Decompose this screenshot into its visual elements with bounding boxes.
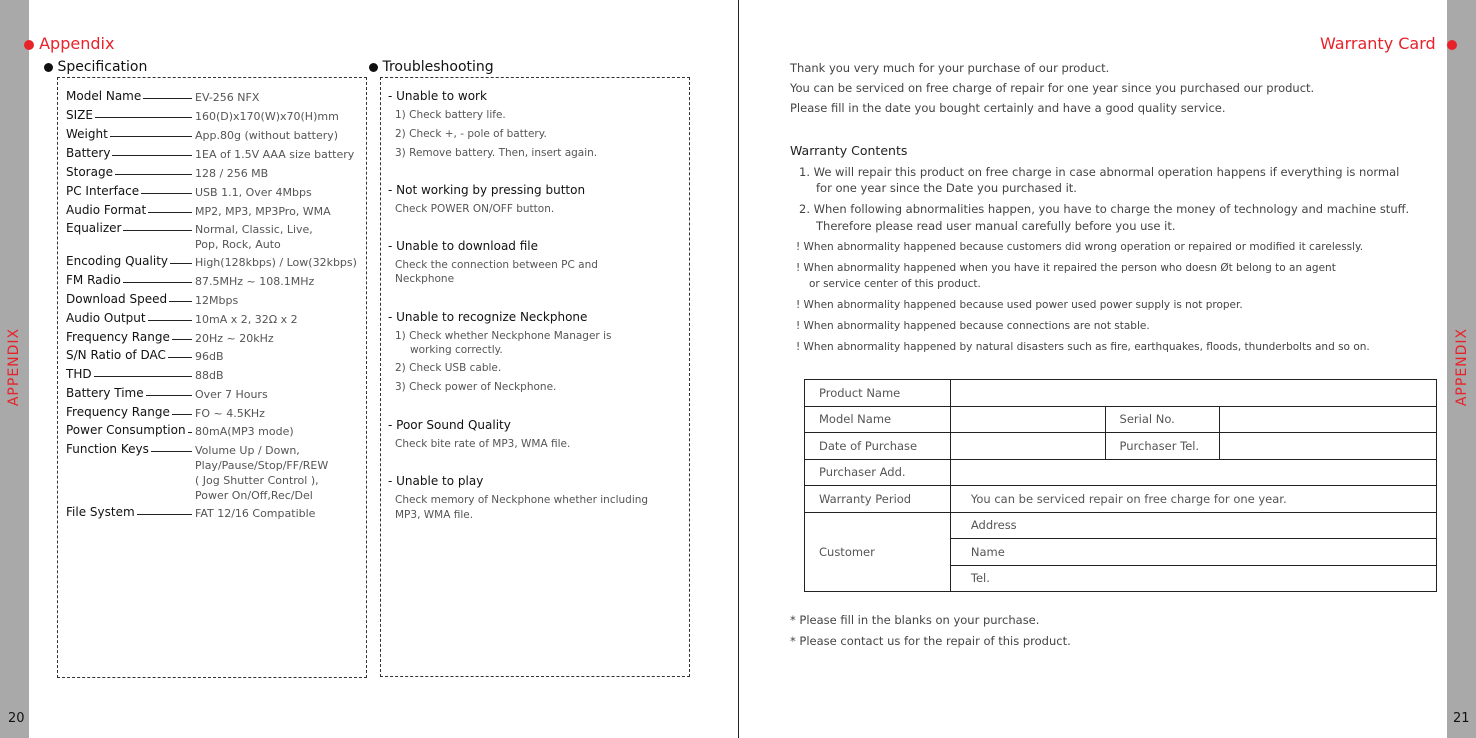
spec-value bbox=[195, 506, 315, 521]
table-row bbox=[805, 433, 1437, 460]
spec-label: Audio Format bbox=[66, 203, 147, 217]
model-name-label: Model Name bbox=[805, 406, 951, 433]
spec-label: Encoding Quality bbox=[66, 254, 168, 268]
table-row bbox=[805, 512, 1437, 539]
date-of-purchase-label: Date of Purchase bbox=[805, 433, 951, 460]
spec-value-line: 88dB bbox=[195, 369, 224, 382]
warranty-item-cont: Therefore please read user manual carefully before you use it. bbox=[816, 219, 1176, 233]
spec-label: Frequency Range bbox=[66, 405, 170, 419]
serial-no-label: Serial No. bbox=[1105, 406, 1220, 433]
spec-value-line: 87.5MHz ~ 108.1MHz bbox=[195, 275, 315, 288]
spec-value bbox=[195, 128, 338, 143]
spec-label: Storage bbox=[66, 165, 113, 179]
spec-value-line: 1EA of 1.5V AAA size battery bbox=[195, 148, 355, 161]
warranty-contents-title: Warranty Contents bbox=[790, 143, 908, 158]
troubleshooting-line: MP3, WMA file. bbox=[395, 509, 474, 521]
spec-label: Model Name bbox=[66, 89, 142, 103]
table-row bbox=[805, 380, 1437, 407]
spec-value-line: 12Mbps bbox=[195, 294, 239, 307]
spec-label: Function Keys bbox=[66, 442, 149, 456]
spec-value bbox=[195, 166, 268, 181]
spec-value bbox=[195, 368, 224, 383]
spec-label: File System bbox=[66, 505, 135, 519]
troubleshooting-line: 2) Check USB cable. bbox=[395, 362, 502, 374]
spec-value bbox=[195, 90, 259, 105]
spec-row bbox=[66, 203, 366, 221]
spec-value bbox=[195, 147, 354, 162]
spec-value bbox=[195, 255, 357, 270]
warranty-card-heading-text: Warranty Card bbox=[1320, 34, 1436, 53]
red-bullet-icon bbox=[1447, 40, 1457, 50]
table-row bbox=[805, 406, 1437, 433]
spec-row bbox=[66, 146, 366, 164]
spec-label: THD bbox=[66, 367, 92, 381]
warranty-period-label: Warranty Period bbox=[805, 486, 951, 513]
troubleshooting-line: working correctly. bbox=[410, 344, 503, 356]
spec-value-line: Over 7 Hours bbox=[195, 388, 268, 401]
purchaser-tel-label: Purchaser Tel. bbox=[1105, 433, 1220, 460]
spec-value-line: Volume Up / Down, bbox=[195, 444, 300, 457]
appendix-heading-text: Appendix bbox=[39, 34, 115, 53]
date-of-purchase-field[interactable] bbox=[950, 433, 1105, 460]
warranty-item: 1. We will repair this product on free charge in case abnormal operation happens if everything is normal bbox=[799, 165, 1400, 179]
spec-value-line: MP2, MP3, MP3Pro, WMA bbox=[195, 205, 331, 218]
spec-label: Frequency Range bbox=[66, 330, 170, 344]
spec-row bbox=[66, 292, 366, 310]
troubleshooting-line: Check memory of Neckphone whether including bbox=[395, 494, 649, 506]
intro-line: Thank you very much for your purchase of our product. bbox=[790, 61, 1110, 75]
spec-value bbox=[195, 349, 224, 364]
page-divider bbox=[738, 0, 739, 738]
spec-label: Equalizer bbox=[66, 221, 122, 235]
spec-value bbox=[195, 222, 313, 252]
footnote: * Please contact us for the repair of this product. bbox=[790, 634, 1071, 648]
spec-value-line: 20Hz ~ 20kHz bbox=[195, 332, 274, 345]
purchaser-add-field[interactable] bbox=[950, 459, 1436, 486]
spec-row bbox=[66, 273, 366, 291]
spec-row bbox=[66, 348, 366, 366]
spec-value bbox=[195, 443, 328, 503]
right-side-label: APPENDIX bbox=[1454, 327, 1470, 407]
customer-label: Customer bbox=[805, 512, 951, 592]
troubleshooting-heading: - Unable to work bbox=[388, 89, 487, 103]
troubleshooting-line: 2) Check +, - pole of battery. bbox=[395, 128, 547, 140]
spec-value-line: Pop, Rock, Auto bbox=[195, 238, 281, 251]
purchaser-add-label: Purchaser Add. bbox=[805, 459, 951, 486]
troubleshooting-heading: - Unable to download file bbox=[388, 239, 539, 253]
warranty-note: ! When abnormality happened because connections are not stable. bbox=[796, 320, 1150, 332]
spec-row bbox=[66, 127, 366, 145]
intro-line: You can be serviced on free charge of repair for one year since you purchased our product. bbox=[790, 81, 1315, 95]
intro-line: Please fill in the date you bought certainly and have a good quality service. bbox=[790, 101, 1226, 115]
specification-title bbox=[44, 59, 147, 75]
warranty-card-heading bbox=[1320, 34, 1457, 53]
troubleshooting-title-text: Troubleshooting bbox=[382, 59, 494, 75]
warranty-form-table bbox=[804, 379, 1437, 592]
spec-value bbox=[195, 312, 298, 327]
product-name-field[interactable] bbox=[950, 380, 1436, 407]
warranty-item: 2. When following abnormalities happen, you have to charge the money of technology and machine stuff. bbox=[799, 202, 1410, 216]
spec-row bbox=[66, 254, 366, 272]
spec-value-line: ( Jog Shutter Control ), bbox=[195, 474, 319, 487]
spec-row bbox=[66, 311, 366, 329]
spec-value bbox=[195, 109, 339, 124]
spec-value bbox=[195, 406, 265, 421]
spec-label: Battery Time bbox=[66, 386, 144, 400]
spec-label: SIZE bbox=[66, 108, 93, 122]
table-row bbox=[805, 486, 1437, 513]
serial-no-field[interactable] bbox=[1220, 406, 1437, 433]
spec-row bbox=[66, 442, 366, 502]
spec-value-line: FAT 12/16 Compatible bbox=[195, 507, 316, 520]
spec-row bbox=[66, 108, 366, 126]
spec-value-line: FO ~ 4.5KHz bbox=[195, 407, 265, 420]
troubleshooting-line: Check the connection between PC and bbox=[395, 259, 598, 271]
spec-value-line: Play/Pause/Stop/FF/REW bbox=[195, 459, 329, 472]
spec-value-line: App.80g (without battery) bbox=[195, 129, 339, 142]
spec-label: Power Consumption bbox=[66, 423, 186, 437]
black-bullet-icon bbox=[369, 63, 378, 72]
spec-label: Battery bbox=[66, 146, 111, 160]
warranty-note: ! When abnormality happened because used power used power supply is not proper. bbox=[796, 299, 1243, 311]
warranty-note: ! When abnormality happened by natural disasters such as fire, earthquakes, floods, thunderbolts and so on. bbox=[796, 341, 1370, 353]
spec-value bbox=[195, 293, 238, 308]
spec-value-line: 96dB bbox=[195, 350, 224, 363]
troubleshooting-line: 3) Remove battery. Then, insert again. bbox=[395, 147, 598, 159]
black-bullet-icon bbox=[44, 63, 53, 72]
right-page-number: 21 bbox=[1453, 711, 1470, 726]
footnote: * Please fill in the blanks on your purchase. bbox=[790, 613, 1040, 627]
spec-row bbox=[66, 221, 366, 251]
spec-value bbox=[195, 331, 274, 346]
spec-value bbox=[195, 204, 331, 219]
spec-label: Audio Output bbox=[66, 311, 146, 325]
tel-field[interactable]: Tel. bbox=[950, 565, 1436, 592]
troubleshooting-heading: - Unable to play bbox=[388, 474, 484, 488]
spec-value-line: EV-256 NFX bbox=[195, 91, 260, 104]
troubleshooting-line: Neckphone bbox=[395, 273, 455, 285]
spec-value-line: 128 / 256 MB bbox=[195, 167, 269, 180]
spec-row bbox=[66, 184, 366, 202]
left-page-number: 20 bbox=[8, 711, 25, 726]
spec-row bbox=[66, 330, 366, 348]
warranty-item-cont: for one year since the Date you purchased it. bbox=[816, 181, 1077, 195]
spec-label: Download Speed bbox=[66, 292, 168, 306]
appendix-heading bbox=[24, 34, 114, 53]
spec-value bbox=[195, 424, 294, 439]
spec-value-line: USB 1.1, Over 4Mbps bbox=[195, 186, 312, 199]
troubleshooting-line: Check POWER ON/OFF button. bbox=[395, 203, 555, 215]
troubleshooting-line: 1) Check battery life. bbox=[395, 109, 506, 121]
table-row bbox=[805, 459, 1437, 486]
spec-value bbox=[195, 185, 312, 200]
specification-title-text: Specification bbox=[57, 59, 148, 75]
spec-row bbox=[66, 386, 366, 404]
purchaser-tel-field[interactable] bbox=[1220, 433, 1437, 460]
spec-value-line: High(128kbps) / Low(32kbps) bbox=[195, 256, 357, 269]
spec-value-line: 80mA(MP3 mode) bbox=[195, 425, 294, 438]
address-field[interactable]: Address bbox=[950, 512, 1436, 539]
model-name-field[interactable] bbox=[950, 406, 1105, 433]
troubleshooting-heading: - Unable to recognize Neckphone bbox=[388, 310, 588, 324]
name-field[interactable]: Name bbox=[950, 539, 1436, 566]
troubleshooting-box bbox=[380, 77, 690, 677]
troubleshooting-title bbox=[369, 59, 494, 75]
warranty-period-value: You can be serviced repair on free charge for one year. bbox=[950, 486, 1436, 513]
spec-row bbox=[66, 505, 366, 523]
product-name-label: Product Name bbox=[805, 380, 951, 407]
spec-row bbox=[66, 367, 366, 385]
spec-label: S/N Ratio of DAC bbox=[66, 348, 166, 362]
warranty-note: ! When abnormality happened because customers did wrong operation or repaired or modified it carelessly. bbox=[796, 241, 1364, 253]
warranty-note-cont: or service center of this product. bbox=[809, 278, 981, 290]
troubleshooting-heading: - Not working by pressing button bbox=[388, 183, 586, 197]
left-side-label: APPENDIX bbox=[6, 327, 22, 407]
spec-value-line: 160(D)x170(W)x70(H)mm bbox=[195, 110, 339, 123]
spec-row bbox=[66, 405, 366, 423]
spec-value-line: Normal, Classic, Live, bbox=[195, 223, 313, 236]
troubleshooting-line: 3) Check power of Neckphone. bbox=[395, 381, 557, 393]
troubleshooting-heading: - Poor Sound Quality bbox=[388, 418, 511, 432]
spec-value-line: 10mA x 2, 32Ω x 2 bbox=[195, 313, 298, 326]
warranty-note: ! When abnormality happened when you have it repaired the person who doesn Øt belong to an agent bbox=[796, 262, 1336, 274]
troubleshooting-line: 1) Check whether Neckphone Manager is bbox=[395, 330, 612, 342]
spec-value bbox=[195, 274, 314, 289]
spec-label: Weight bbox=[66, 127, 108, 141]
spec-label: FM Radio bbox=[66, 273, 121, 287]
red-bullet-icon bbox=[24, 40, 34, 50]
spec-value bbox=[195, 387, 268, 402]
spec-row bbox=[66, 89, 366, 107]
spec-value-line: Power On/Off,Rec/Del bbox=[195, 489, 313, 502]
spec-row bbox=[66, 423, 366, 441]
spec-label: PC Interface bbox=[66, 184, 140, 198]
troubleshooting-line: Check bite rate of MP3, WMA file. bbox=[395, 438, 571, 450]
spec-row bbox=[66, 165, 366, 183]
